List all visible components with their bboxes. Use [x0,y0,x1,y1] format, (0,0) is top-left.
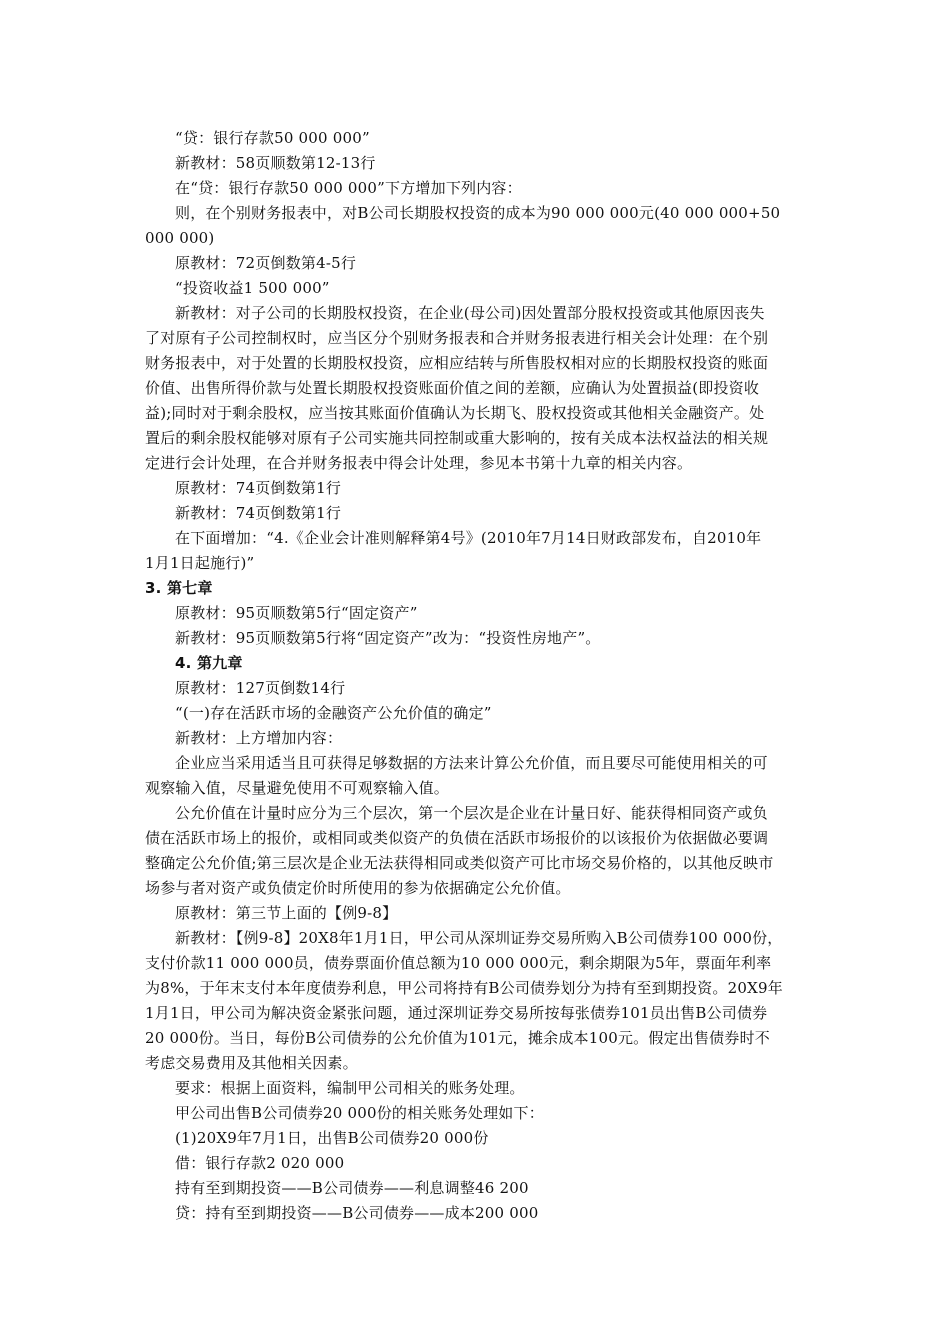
text-line: 支付价款11 000 000员，债券票面价值总额为10 000 000元，剩余期限为5年，票面年利率 [145,954,772,972]
text-line: 定进行会计处理，在合并财务报表中得会计处理，参见本书第十九章的相关内容。 [145,454,693,472]
text-line: 益);同时对于剩余股权，应当按其账面价值确认为长期飞、股权投资或其他相关金融资产。处 [145,404,765,422]
text-line: 公允价值在计量时应分为三个层次，第一个层次是企业在计量日好、能获得相同资产或负 [175,804,768,822]
text-line: 新教材：58页顺数第12-13行 [175,154,376,172]
text-line: 观察输入值，尽量避免使用不可观察输入值。 [145,779,450,797]
text-line: 则，在个别财务报表中，对B公司长期股权投资的成本为90 000 000元(40 000 000+50 [175,204,781,222]
text-line: “投资收益1 500 000” [175,279,330,297]
text-line: 置后的剩余股权能够对原有子公司实施共同控制或重大影响的，按有关成本法权益法的相关规 [145,429,769,447]
text-line: 原教材：95页顺数第5行“固定资产” [175,604,418,622]
text-line: 新教材：74页倒数第1行 [175,504,342,522]
text-line: 场参与者对资产或负债定价时所使用的参为依据确定公允价值。 [145,879,571,897]
text-line: 企业应当采用适当且可获得足够数据的方法来计算公允价值，而且要尽可能使用相关的可 [175,754,768,772]
text-line: 1月1日起施行)” [145,554,255,572]
text-line: 原教材：74页倒数第1行 [175,479,342,497]
text-line: “贷：银行存款50 000 000” [175,129,370,147]
text-line: “(一)存在活跃市场的金融资产公允价值的确定” [175,704,492,722]
text-line: 新教材：上方增加内容： [175,729,343,747]
text-line: 了对原有子公司控制权时，应当区分个别财务报表和合并财务报表进行相关会计处理：在个别 [145,329,769,347]
text-line: 原教材：127页倒数14行 [175,679,346,697]
text-line: 财务报表中，对于处置的长期股权投资，应相应结转与所售股权相对应的长期股权投资的账面 [145,354,769,372]
text-line: 1月1日，甲公司为解决资金紧张问题，通过深圳证券交易所按每张债券101员出售B公司债券 [145,1004,768,1022]
text-line: 考虑交易费用及其他相关因素。 [145,1054,358,1072]
text-line: 在“贷：银行存款50 000 000”下方增加下列内容： [175,179,522,197]
text-line: 整确定公允价值;第三层次是企业无法获得相同或类似资产可比市场交易价格的，以其他反映市 [145,854,774,872]
text-line: 贷：持有至到期投资——B公司债券——成本200 000 [175,1204,539,1222]
text-line: 为8%，于年末支付本年度债券利息，甲公司将持有B公司债券划分为持有至到期投资。20X9年 [145,979,783,997]
section-heading: 3. 第七章 [145,579,213,597]
text-line: 债在活跃市场上的报价，或相同或类似资产的负债在活跃市场报价的以该报价为依据做必要调 [145,829,769,847]
text-line: 新教材：95页顺数第5行将“固定资产”改为：“投资性房地产”。 [175,629,601,647]
text-line: 000 000) [145,229,215,247]
text-line: 原教材：第三节上面的【例9-8】 [175,904,398,922]
section-heading: 4. 第九章 [175,654,243,672]
text-line: 持有至到期投资——B公司债券——利息调整46 200 [175,1179,529,1197]
text-line: 在下面增加：“4.《企业会计准则解释第4号》(2010年7月14日财政部发布，自2010年 [175,529,762,547]
text-line: 新教材：对子公司的长期股权投资，在企业(母公司)因处置部分股权投资或其他原因丧失 [175,304,765,322]
text-line: 新教材：【例9-8】20X8年1月1日，甲公司从深圳证券交易所购入B公司债券100 000份， [175,929,783,947]
text-line: 20 000份。当日，每份B公司债券的公允价值为101元，摊余成本100元。假定出售债券时不 [145,1029,770,1047]
text-line: 甲公司出售B公司债券20 000份的相关账务处理如下： [175,1104,544,1122]
text-line: 要求：根据上面资料，编制甲公司相关的账务处理。 [175,1079,525,1097]
text-line: 借：银行存款2 020 000 [175,1154,345,1172]
text-line: 原教材：72页倒数第4-5行 [175,254,357,272]
text-line: (1)20X9年7月1日，出售B公司债券20 000份 [175,1129,489,1147]
text-line: 价值、出售所得价款与处置长期股权投资账面价值之间的差额，应确认为处置损益(即投资收 [145,379,760,397]
